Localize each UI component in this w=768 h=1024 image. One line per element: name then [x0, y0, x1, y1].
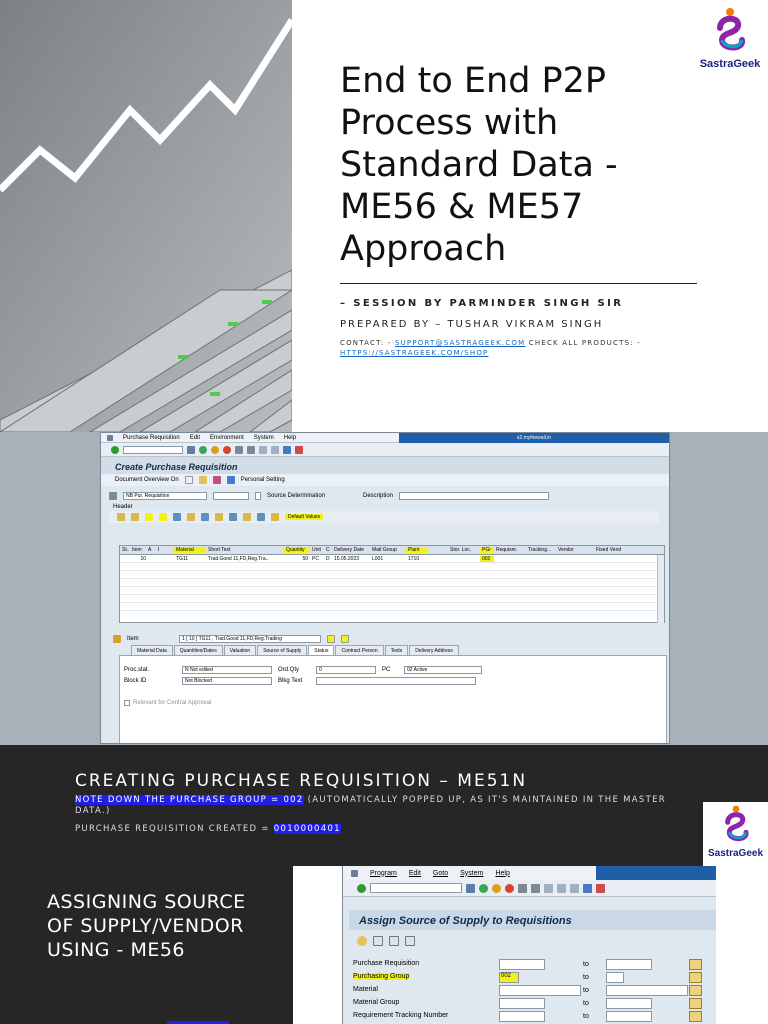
grid-col: Item [132, 547, 142, 553]
tab-source-of-supply[interactable]: Source of Supply [257, 645, 307, 656]
personal-setting-button[interactable]: Personal Setting [240, 477, 285, 483]
pr-number: 0010000401 [273, 824, 341, 834]
item-tool-icon[interactable] [243, 513, 251, 521]
tab-texts[interactable]: Texts [385, 645, 409, 656]
menu-icon [351, 870, 358, 877]
header-row [101, 502, 669, 511]
grid-col: Requisnr. [496, 547, 518, 553]
me56-title-panel [0, 866, 293, 1024]
screen-title: Create Purchase Requisition [101, 457, 669, 474]
menu-item[interactable]: Environment [210, 434, 244, 441]
proc-stat-row [124, 666, 482, 674]
grid-header [120, 546, 664, 555]
sastrageek-logo-icon [719, 804, 753, 844]
command-field[interactable] [370, 883, 462, 893]
grid-cell: 002 [480, 556, 494, 562]
field-label: Purchasing Group [353, 973, 410, 980]
multiple-selection-button[interactable] [689, 998, 702, 1009]
purchasing-group-from[interactable]: 002 [499, 972, 519, 983]
grid-col: A [148, 547, 152, 553]
contact-prefix: CONTACT: - [340, 339, 395, 347]
grid-col: Tracking... [528, 547, 552, 553]
page-icon[interactable] [570, 884, 579, 893]
grid-cell: PC [312, 555, 319, 562]
window-icon[interactable] [283, 446, 291, 454]
criteria-row-material [353, 985, 713, 997]
menu-item[interactable]: System [460, 869, 484, 877]
central-approval-checkbox[interactable] [124, 700, 130, 706]
tab-material-data[interactable]: Material Data [131, 645, 173, 656]
item-toolbar [109, 511, 659, 523]
grid-col: Delivery Date [334, 547, 365, 553]
table-row[interactable] [120, 579, 664, 587]
session-line: – SESSION BY PARMINDER SINGH SIR [340, 298, 624, 309]
menu-icon [107, 435, 113, 441]
pr-created-line [75, 824, 341, 834]
blkg-text-field[interactable] [316, 677, 476, 685]
table-row[interactable] [120, 571, 664, 579]
tracking-number-to[interactable] [606, 1011, 652, 1022]
ord-qty-unit: PC [382, 667, 391, 673]
source-determination-label: Source Determination [267, 492, 326, 499]
item-selector-row [105, 632, 405, 645]
item-tool-icon[interactable] [173, 513, 181, 521]
tab-quantities-dates[interactable]: Quantities/Dates [174, 645, 223, 656]
tab-delivery-address[interactable]: Delivery Address [409, 645, 459, 656]
me56-title: ASSIGNING SOURCE OF SUPPLY/VENDOR USING - ME56 [47, 891, 246, 961]
item-tool-icon[interactable] [229, 513, 237, 521]
grid-cell: 50 [302, 555, 308, 562]
item-tool-icon[interactable] [117, 513, 125, 521]
item-tool-icon[interactable] [159, 513, 167, 521]
grid-col: C [326, 547, 330, 553]
sap-toolbar [343, 880, 716, 897]
item-grid [119, 545, 665, 623]
source-determination-checkbox[interactable] [255, 492, 261, 500]
grid-cell: L001 [372, 555, 384, 562]
grid-col: I [158, 547, 160, 553]
material-from[interactable] [499, 985, 581, 996]
table-row[interactable] [120, 555, 664, 563]
table-row[interactable] [120, 595, 664, 603]
print-icon[interactable] [235, 446, 243, 454]
doc-type-select[interactable]: NB Pur. Requisition [123, 492, 207, 500]
field-label: Requirement Tracking Number [353, 1012, 449, 1019]
menu-item[interactable]: Help [495, 869, 510, 877]
grid-col: Fixed Vend [596, 547, 622, 553]
item-tool-icon[interactable] [215, 513, 223, 521]
page-icon[interactable] [544, 884, 553, 893]
doc-type-row [101, 489, 669, 502]
criteria-row-material-group [353, 998, 713, 1010]
application-toolbar [101, 474, 669, 486]
status-tab-panel [119, 655, 667, 744]
slide-me51n [0, 432, 768, 866]
menu-item[interactable]: Edit [189, 434, 201, 441]
criteria-row-purchasing-group [353, 972, 713, 984]
grid-col: St.. [122, 547, 130, 553]
slide-me56 [0, 866, 768, 1024]
sastrageek-logo [695, 6, 765, 70]
purchasing-group-to[interactable] [606, 972, 624, 983]
cancel-icon[interactable] [505, 884, 514, 893]
shop-link[interactable]: HTTPS://SASTRAGEEK.COM/SHOP [340, 349, 489, 357]
grid-col: Vendor [558, 547, 574, 553]
help-icon[interactable] [596, 884, 605, 893]
item-tool-icon[interactable] [145, 513, 153, 521]
new-doc-icon[interactable] [185, 476, 193, 484]
back-icon[interactable] [479, 884, 488, 893]
exit-icon[interactable] [492, 884, 501, 893]
enter-icon[interactable] [357, 884, 366, 893]
tab-contract-person[interactable]: Contract Person [335, 645, 383, 656]
item-label: Item [127, 635, 139, 642]
logo-text: SastraGeek [707, 848, 764, 859]
enter-icon[interactable] [111, 446, 119, 454]
material-to[interactable] [606, 985, 688, 996]
page-icon[interactable] [271, 446, 279, 454]
purchase-group-highlight: NOTE DOWN THE PURCHASE GROUP = 002 [75, 795, 304, 805]
grid-cell: TG11 [176, 555, 189, 562]
item-select[interactable]: 1 [ 10 ] TG11 , Trad.Good 11,FD,Reg.Trading [179, 635, 321, 643]
item-tool-icon[interactable] [271, 513, 279, 521]
open-icon[interactable] [199, 476, 207, 484]
block-id-select[interactable]: Not Blocked [182, 677, 272, 685]
slide-title [0, 0, 768, 432]
menu-item[interactable]: Edit [408, 869, 421, 877]
sap-window-titlebar [596, 866, 716, 880]
grid-cell: 1710 [408, 555, 420, 562]
grid-col: Material [174, 547, 206, 553]
print-icon[interactable] [518, 884, 527, 893]
find-icon[interactable] [531, 884, 540, 893]
field-label: Material Group [353, 999, 400, 1006]
purchase-group-note-rest: (AUTOMATICALLY POPPED UP, AS IT'S MAINTAINED IN THE MASTER DATA.) [75, 795, 666, 816]
contact-middle: CHECK ALL PRODUCTS: - [525, 339, 641, 347]
help-icon[interactable] [295, 446, 303, 454]
central-approval-row [124, 700, 211, 706]
execute-icon[interactable] [357, 936, 367, 946]
check-icon[interactable] [213, 476, 221, 484]
block-id-row [124, 677, 476, 685]
to-label: to [583, 974, 589, 981]
document-overview-button[interactable]: Document Overview On [115, 477, 179, 483]
menu-item[interactable]: Program [370, 869, 397, 877]
me51n-caption [0, 745, 768, 866]
multiple-selection-button[interactable] [689, 972, 702, 983]
criteria-row-requirement-tracking [353, 1011, 713, 1023]
back-icon[interactable] [199, 446, 207, 454]
variant-icon[interactable] [373, 936, 383, 946]
material-group-from[interactable] [499, 998, 545, 1009]
proc-stat-field[interactable]: N Not edited [182, 666, 272, 674]
tab-valuation[interactable]: Valuation [224, 645, 256, 656]
multiple-selection-button[interactable] [689, 1011, 702, 1022]
prepared-by-line: PREPARED BY – TUSHAR VIKRAM SINGH [340, 319, 604, 330]
item-tool-icon[interactable] [131, 513, 139, 521]
pr-created-label: PURCHASE REQUISITION CREATED = [75, 824, 274, 834]
sap-window-titlebar [399, 433, 669, 443]
logo-text: SastraGeek [699, 58, 761, 70]
exit-icon[interactable] [211, 446, 219, 454]
item-tool-icon[interactable] [201, 513, 209, 521]
cancel-icon[interactable] [223, 446, 231, 454]
to-label: to [583, 1013, 589, 1020]
doc-number-field[interactable] [213, 492, 249, 500]
menu-item[interactable]: System [253, 434, 274, 441]
menu-item[interactable]: Purchase Requisition [123, 434, 180, 441]
command-field[interactable] [123, 446, 183, 454]
item-expand-icon[interactable] [113, 635, 121, 643]
default-values-button[interactable]: Default Values [285, 514, 323, 520]
proc-stat-label: Proc.stat. [124, 667, 150, 673]
grid-cell: D [326, 555, 330, 562]
multiple-selection-button[interactable] [689, 959, 702, 970]
caption-title: CREATING PURCHASE REQUISITION – ME51N [75, 771, 528, 791]
grid-col: Short Text [208, 547, 231, 553]
item-up-icon[interactable] [327, 635, 335, 643]
page-icon[interactable] [557, 884, 566, 893]
grid-cell: Trad.Good 11,FD,Reg.Tra.. [208, 555, 269, 562]
field-label: Purchase Requisition [353, 960, 420, 967]
table-row[interactable] [120, 603, 664, 611]
grid-col: PGr [480, 547, 494, 553]
screen-title: Assign Source of Supply to Requisitions [349, 910, 716, 930]
to-label: to [583, 961, 589, 968]
doc-type-icon [109, 492, 117, 500]
grid-col: Quantity [284, 547, 310, 553]
title-divider [340, 283, 697, 284]
description-field[interactable] [399, 492, 549, 500]
purchase-group-note [75, 795, 685, 817]
sastrageek-logo [703, 802, 768, 866]
item-tool-icon[interactable] [187, 513, 195, 521]
field-label: Material [353, 986, 378, 993]
description-label: Description [363, 492, 394, 499]
grid-col: Matl Group [372, 547, 397, 553]
tracking-number-from[interactable] [499, 1011, 545, 1022]
menu-item[interactable]: Help [283, 434, 297, 441]
info-icon[interactable] [227, 476, 235, 484]
grid-cell: 15.05.2023 [334, 555, 360, 562]
slide-title-text: End to End P2P Process with Standard Data - ME56 & ME57 Approach [340, 61, 618, 269]
list-icon[interactable] [389, 936, 399, 946]
tab-status[interactable]: Status [308, 645, 334, 656]
grid-cell: 10 [140, 555, 146, 562]
block-id-label: Block ID [124, 678, 147, 684]
ord-qty-label: Ord.Qty [278, 667, 300, 673]
staircase-growth-image [0, 0, 292, 432]
contact-email-link[interactable]: SUPPORT@SASTRAGEEK.COM [394, 339, 526, 347]
application-toolbar [357, 936, 415, 946]
sastrageek-logo-icon [710, 6, 750, 54]
table-row[interactable] [120, 587, 664, 595]
blkg-text-label: Blkg Text [278, 678, 303, 684]
header-toggle[interactable]: Header [113, 503, 133, 510]
grid-col: Stor. Loc. [450, 547, 472, 553]
save-icon[interactable] [187, 446, 195, 454]
window-title: s2.myfirewall.in [516, 435, 552, 441]
to-label: to [583, 987, 589, 994]
item-tool-icon[interactable] [257, 513, 265, 521]
menu-item[interactable]: Goto [432, 869, 449, 877]
purchase-requisition-from[interactable] [499, 959, 545, 970]
window-icon[interactable] [583, 884, 592, 893]
criteria-row-purchase-requisition [353, 959, 713, 971]
purchase-requisition-to[interactable] [606, 959, 652, 970]
multiple-selection-button[interactable] [689, 985, 702, 996]
grid-col: Unit [312, 547, 321, 553]
sap-me56-screenshot [342, 866, 716, 1024]
table-row[interactable] [120, 563, 664, 571]
grid-col: Plant [406, 547, 428, 553]
sap-create-pr-screenshot [100, 432, 670, 744]
save-variant-icon[interactable] [405, 936, 415, 946]
save-icon[interactable] [466, 884, 475, 893]
material-group-to[interactable] [606, 998, 652, 1009]
page-icon[interactable] [259, 446, 267, 454]
ord-qty-field[interactable]: 0 [316, 666, 376, 674]
to-label: to [583, 1000, 589, 1007]
status-select[interactable]: 02 Active [404, 666, 482, 674]
item-down-icon[interactable] [341, 635, 349, 643]
sap-toolbar [101, 443, 669, 457]
find-icon[interactable] [247, 446, 255, 454]
contact-line [340, 338, 670, 358]
central-approval-label: Relevant for Central Approval [133, 700, 212, 706]
grid-scrollbar[interactable] [657, 555, 664, 623]
